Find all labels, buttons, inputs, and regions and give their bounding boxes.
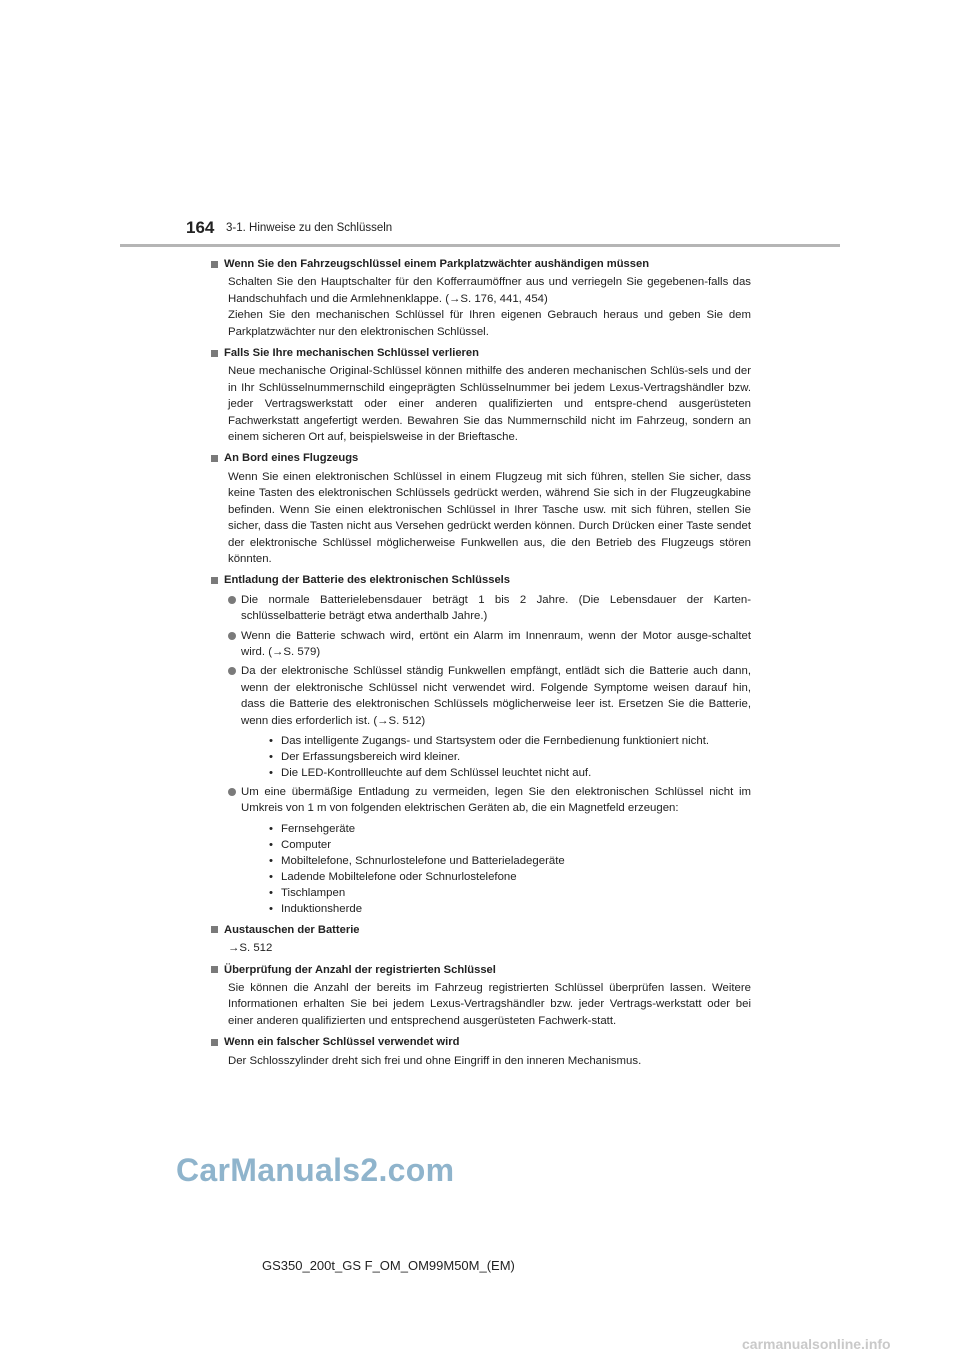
square-bullet-icon <box>211 966 218 973</box>
section-lost-keys <box>211 345 751 445</box>
footer-site-watermark: carmanualsonline.info <box>742 1336 891 1352</box>
section-replace-battery <box>211 922 751 957</box>
section-heading: Falls Sie Ihre mechanischen Schlüssel verlieren <box>211 345 751 361</box>
round-bullet-icon <box>228 632 236 640</box>
section-text: Schalten Sie den Hauptschalter für den Kofferraumöffner aus und verriegeln Sie gegebenen-falls das Handschuhfach und die Armlehnenklappe. (→S. 176, 441, 454) <box>228 276 751 305</box>
section-text: Wenn Sie einen elektronischen Schlüssel in einem Flugzeug mit sich führen, stellen Sie sicher, dass keine Tasten des elektronischen Schlüssels gedrückt werden, während Sie sich in der Flugzeugkabine befinden. Wenn Sie einen elektronischen Schlüssel in Ihrer Tasche usw. mit sich führen, stellen Sie sicher, dass die Tasten nicht aus Versehen gedrückt werden können. Durch Drücken einer Taste sendet der elektronische Schlüssel möglicherweise Funkwellen aus, die den Betrieb des Flugzeugs stören könnten. <box>228 470 751 565</box>
round-bullet-icon <box>228 667 236 675</box>
device-list <box>241 821 751 917</box>
square-bullet-icon <box>211 455 218 462</box>
section-aircraft <box>211 450 751 567</box>
list-item: • Der Erfassungsbereich wird kleiner. <box>269 750 461 763</box>
list-item: • Mobiltelefone, Schnurlostelefone und Batterieladegeräte <box>269 854 565 867</box>
section-heading: Entladung der Batterie des elektronischen Schlüssels <box>211 572 751 588</box>
page-header <box>0 0 960 250</box>
list-item: • Ladende Mobiltelefone oder Schnurlostelefone <box>269 870 517 883</box>
section-text: Neue mechanische Original-Schlüssel können mithilfe des anderen mechanischen Schlüs-sels und der in Ihr Schlüsselnummernschild eingeprägten Schlüsselnummer bei jedem Lexus-Vertragshändler bzw. jeder Vertragswerkstatt oder einer anderen qualifizierten und entspre-chend ausgerüsteten Fachwerkstatt angefertigt werden. Bewahren Sie das Nummernschild nicht im Fahrzeug, sondern an einem sicheren Ort auf, beispielsweise in der Brieftasche. <box>228 365 751 444</box>
list-item: • Das intelligente Zugangs- und Startsystem oder die Fernbedienung funktioniert nicht. <box>269 734 710 747</box>
section-heading: Austauschen der Batterie <box>211 922 751 938</box>
section-text: Der Schlosszylinder dreht sich frei und ohne Eingriff in den inneren Mechanismus. <box>228 1054 642 1067</box>
list-item: • Computer <box>269 838 332 851</box>
bullet-item <box>211 663 751 781</box>
footer-model-code: GS350_200t_GS F_OM_OM99M50M_(EM) <box>262 1258 515 1273</box>
section-heading: Überprüfung der Anzahl der registrierten Schlüssel <box>211 962 751 978</box>
bullet-item: Wenn die Batterie schwach wird, ertönt ein Alarm im Innenraum, wenn der Motor ausge-schaltet wird. (→S. 579) <box>211 628 751 661</box>
square-bullet-icon <box>211 1039 218 1046</box>
header-divider <box>120 244 840 247</box>
square-bullet-icon <box>211 350 218 357</box>
section-text: Ziehen Sie den mechanischen Schlüssel für Ihren eigenen Gebrauch heraus und geben Sie dem Parkplatzwächter nur den elektronischen Schlüssel. <box>228 309 751 338</box>
bullet-item: Die normale Batterielebensdauer beträgt 1 bis 2 Jahre. (Die Lebensdauer der Karten-schlüsselbatterie beträgt etwa anderthalb Jahre.) <box>211 592 751 625</box>
section-wrong-key <box>211 1034 751 1069</box>
list-item: • Induktionsherde <box>269 902 363 915</box>
round-bullet-icon <box>228 788 236 796</box>
page-content <box>211 256 751 1074</box>
page-number: 164 <box>186 218 215 237</box>
section-heading: Wenn ein falscher Schlüssel verwendet wird <box>211 1034 751 1050</box>
bullet-text: Um eine übermäßige Entladung zu vermeiden, legen Sie den elektronischen Schlüssel nicht im Umkreis von 1 m von folgenden elektrischen Geräten ab, die ein Magnetfeld erzeugen: <box>241 785 751 815</box>
watermark-logo: CarManuals2.com <box>176 1152 455 1188</box>
section-heading: An Bord eines Flugzeugs <box>211 450 751 466</box>
section-title: 3-1. Hinweise zu den Schlüsseln <box>226 222 393 234</box>
bullet-item <box>211 784 751 917</box>
square-bullet-icon <box>211 261 218 268</box>
square-bullet-icon <box>211 926 218 933</box>
bullet-text: Da der elektronische Schlüssel ständig Funkwellen empfängt, entlädt sich die Batterie auch dann, wenn der elektronische Schlüssel nicht verwendet wird. Folgende Symptome weisen darauf hin, dass die Batterie des elektronischen Schlüssels möglicherweise leer ist. Ersetzen Sie die Batterie, wenn dies erforderlich ist. (→S. 512) <box>241 665 751 727</box>
section-heading: Wenn Sie den Fahrzeugschlüssel einem Parkplatzwächter aushändigen müssen <box>211 256 751 272</box>
round-bullet-icon <box>228 596 236 604</box>
page-reference-link[interactable]: →S. 512 <box>228 942 273 955</box>
list-item: • Fernsehgeräte <box>269 822 356 835</box>
section-registered-keys <box>211 962 751 1030</box>
symptom-list <box>241 733 751 781</box>
list-item: • Die LED-Kontrollleuchte auf dem Schlüssel leuchtet nicht auf. <box>269 766 592 779</box>
list-item: • Tischlampen <box>269 886 346 899</box>
section-text: Sie können die Anzahl der bereits im Fahrzeug registrierten Schlüssel überprüfen lassen. Weitere Informationen erhalten Sie bei jedem Lexus-Vertragshändler bzw. jeder Vertrags-werkstatt oder bei einer anderen qualifizierten und entsprechend ausgerüsteten Fachwerk-statt. <box>228 982 751 1027</box>
square-bullet-icon <box>211 577 218 584</box>
section-battery-discharge <box>211 572 751 916</box>
section-valet <box>211 256 751 340</box>
